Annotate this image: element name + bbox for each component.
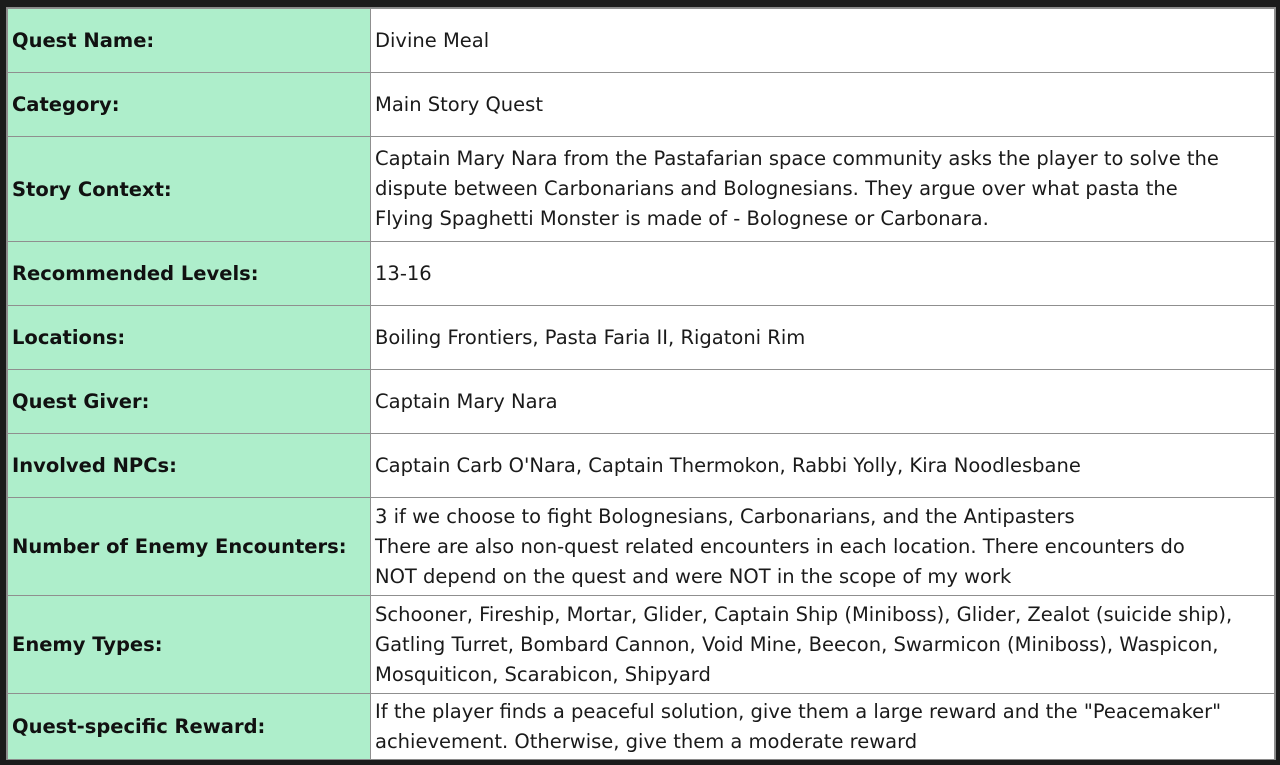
label-locations: Locations: [8, 306, 371, 370]
row-enemy-types [8, 596, 1275, 694]
value-line: Divine Meal [375, 28, 490, 52]
value-quest-reward [371, 694, 1275, 760]
label-story-context: Story Context: [8, 137, 371, 242]
row-quest-name [8, 9, 1275, 73]
quest-table [7, 8, 1275, 760]
value-locations [371, 306, 1275, 370]
label-quest-giver: Quest Giver: [8, 370, 371, 434]
value-line: NOT depend on the quest and were NOT in the scope of my work [375, 564, 1012, 588]
value-line: 13-16 [375, 261, 432, 285]
label-enemy-types: Enemy Types: [8, 596, 371, 694]
row-quest-giver [8, 370, 1275, 434]
value-line: Schooner, Fireship, Mortar, Glider, Captain Ship (Miniboss), Glider, Zealot (suicide ship), [375, 602, 1233, 626]
value-line: Mosquiticon, Scarabicon, Shipyard [375, 662, 711, 686]
label-quest-reward: Quest-specific Reward: [8, 694, 371, 760]
value-line: Captain Mary Nara [375, 389, 558, 413]
value-enemy-encounters [371, 498, 1275, 596]
quest-document [6, 7, 1276, 760]
row-story-context [8, 137, 1275, 242]
label-involved-npcs: Involved NPCs: [8, 434, 371, 498]
row-quest-reward [8, 694, 1275, 760]
value-line: There are also non-quest related encounters in each location. There encounters do [375, 534, 1185, 558]
value-line: Gatling Turret, Bombard Cannon, Void Mine, Beecon, Swarmicon (Miniboss), Waspicon, [375, 632, 1219, 656]
value-line: If the player finds a peaceful solution, give them a large reward and the "Peacemaker" [375, 699, 1222, 723]
row-involved-npcs [8, 434, 1275, 498]
value-line: 3 if we choose to fight Bolognesians, Carbonarians, and the Antipasters [375, 504, 1075, 528]
row-recommended-levels [8, 242, 1275, 306]
value-quest-giver [371, 370, 1275, 434]
value-line: Captain Carb O'Nara, Captain Thermokon, Rabbi Yolly, Kira Noodlesbane [375, 453, 1081, 477]
value-line: Main Story Quest [375, 92, 543, 116]
value-story-context [371, 137, 1275, 242]
value-line: dispute between Carbonarians and Bolognesians. They argue over what pasta the [375, 177, 1178, 200]
row-locations [8, 306, 1275, 370]
label-recommended-levels: Recommended Levels: [8, 242, 371, 306]
value-category [371, 73, 1275, 137]
label-enemy-encounters: Number of Enemy Encounters: [8, 498, 371, 596]
value-involved-npcs [371, 434, 1275, 498]
label-category: Category: [8, 73, 371, 137]
value-quest-name [371, 9, 1275, 73]
value-line: achievement. Otherwise, give them a moderate reward [375, 729, 918, 753]
value-enemy-types [371, 596, 1275, 694]
row-category [8, 73, 1275, 137]
row-enemy-encounters [8, 498, 1275, 596]
value-line: Boiling Frontiers, Pasta Faria II, Rigatoni Rim [375, 325, 806, 349]
label-quest-name: Quest Name: [8, 9, 371, 73]
value-line: Flying Spaghetti Monster is made of - Bolognese or Carbonara. [375, 207, 989, 230]
value-line: Captain Mary Nara from the Pastafarian space community asks the player to solve the [375, 147, 1219, 170]
value-recommended-levels [371, 242, 1275, 306]
